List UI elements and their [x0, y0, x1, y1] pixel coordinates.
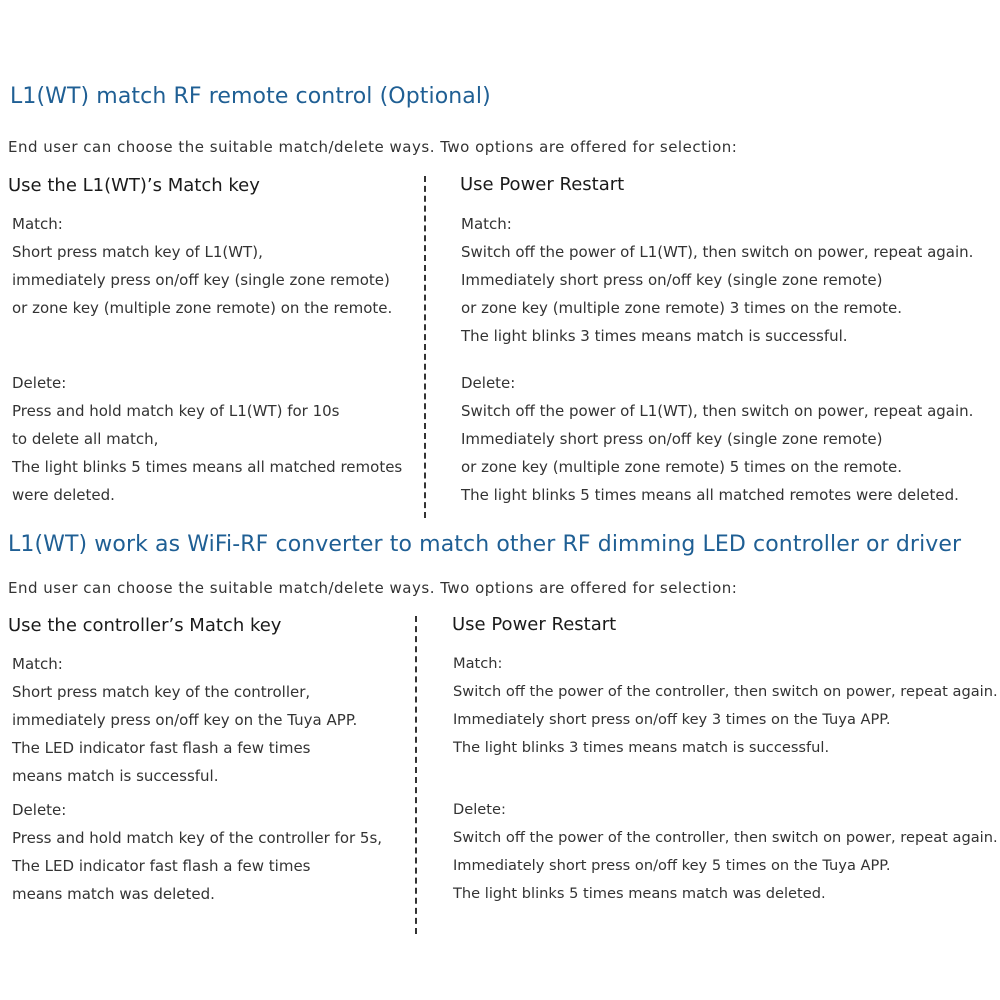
- section2-divider: [415, 616, 417, 934]
- match-label: Match:: [461, 215, 512, 233]
- section1-right-delete: [461, 369, 973, 509]
- instruction-line: or zone key (multiple zone remote) on the remote.: [12, 299, 393, 317]
- section1-divider: [424, 176, 426, 518]
- instruction-line: or zone key (multiple zone remote) 5 times on the remote.: [461, 458, 903, 476]
- section1-right-heading: Use Power Restart: [460, 174, 625, 195]
- section2-intro: End user can choose the suitable match/delete ways. Two options are offered for selection:: [8, 579, 738, 597]
- instruction-line: Immediately short press on/off key 3 times on the Tuya APP.: [453, 711, 891, 728]
- section1-left-delete: [12, 369, 402, 509]
- instruction-line: immediately press on/off key (single zone remote): [12, 271, 390, 289]
- section1-right-match: [461, 210, 973, 350]
- instruction-line: were deleted.: [12, 486, 115, 504]
- instruction-line: Immediately short press on/off key (single zone remote): [461, 271, 883, 289]
- instruction-line: Press and hold match key of the controller for 5s,: [12, 829, 383, 847]
- match-label: Match:: [453, 655, 503, 672]
- instruction-line: Switch off the power of L1(WT), then switch on power, repeat again.: [461, 243, 974, 261]
- instruction-line: or zone key (multiple zone remote) 3 times on the remote.: [461, 299, 903, 317]
- section2-left-match: [12, 650, 357, 790]
- delete-label: Delete:: [453, 801, 506, 818]
- instruction-line: The LED indicator fast flash a few times: [12, 857, 311, 875]
- instruction-line: Switch off the power of the controller, then switch on power, repeat again.: [453, 829, 998, 846]
- instruction-line: means match was deleted.: [12, 885, 215, 903]
- instruction-line: Immediately short press on/off key (single zone remote): [461, 430, 883, 448]
- section2-left-delete: [12, 796, 382, 908]
- instruction-line: immediately press on/off key on the Tuya APP.: [12, 711, 358, 729]
- delete-label: Delete:: [12, 801, 67, 819]
- instruction-line: Short press match key of L1(WT),: [12, 243, 263, 261]
- instruction-line: Press and hold match key of L1(WT) for 10s: [12, 402, 340, 420]
- section1-left-match: [12, 210, 392, 322]
- instruction-line: Switch off the power of the controller, then switch on power, repeat again.: [453, 683, 998, 700]
- match-label: Match:: [12, 215, 63, 233]
- section2-right-heading: Use Power Restart: [452, 614, 617, 635]
- instruction-line: The light blinks 5 times means all matched remotes: [12, 458, 403, 476]
- delete-label: Delete:: [12, 374, 67, 392]
- match-label: Match:: [12, 655, 63, 673]
- section1-title: L1(WT) match RF remote control (Optional): [10, 84, 491, 109]
- instruction-line: The light blinks 3 times means match is successful.: [461, 327, 848, 345]
- instruction-line: Immediately short press on/off key 5 times on the Tuya APP.: [453, 857, 891, 874]
- section1-intro: End user can choose the suitable match/delete ways. Two options are offered for selection:: [8, 138, 738, 156]
- section2-left-heading: Use the controller’s Match key: [8, 615, 282, 636]
- delete-label: Delete:: [461, 374, 516, 392]
- instruction-line: The light blinks 5 times means all matched remotes were deleted.: [461, 486, 959, 504]
- instruction-line: The light blinks 3 times means match is successful.: [453, 739, 830, 756]
- instruction-line: Short press match key of the controller,: [12, 683, 311, 701]
- instruction-line: The LED indicator fast flash a few times: [12, 739, 311, 757]
- instruction-line: means match is successful.: [12, 767, 219, 785]
- section2-right-match: [453, 650, 998, 762]
- instruction-line: to delete all match,: [12, 430, 159, 448]
- instruction-line: Switch off the power of L1(WT), then switch on power, repeat again.: [461, 402, 974, 420]
- section2-title: L1(WT) work as WiFi-RF converter to match other RF dimming LED controller or driver: [8, 532, 962, 557]
- instruction-line: The light blinks 5 times means match was deleted.: [453, 885, 826, 902]
- section1-left-heading: Use the L1(WT)’s Match key: [8, 175, 260, 196]
- section2-right-delete: [453, 796, 998, 908]
